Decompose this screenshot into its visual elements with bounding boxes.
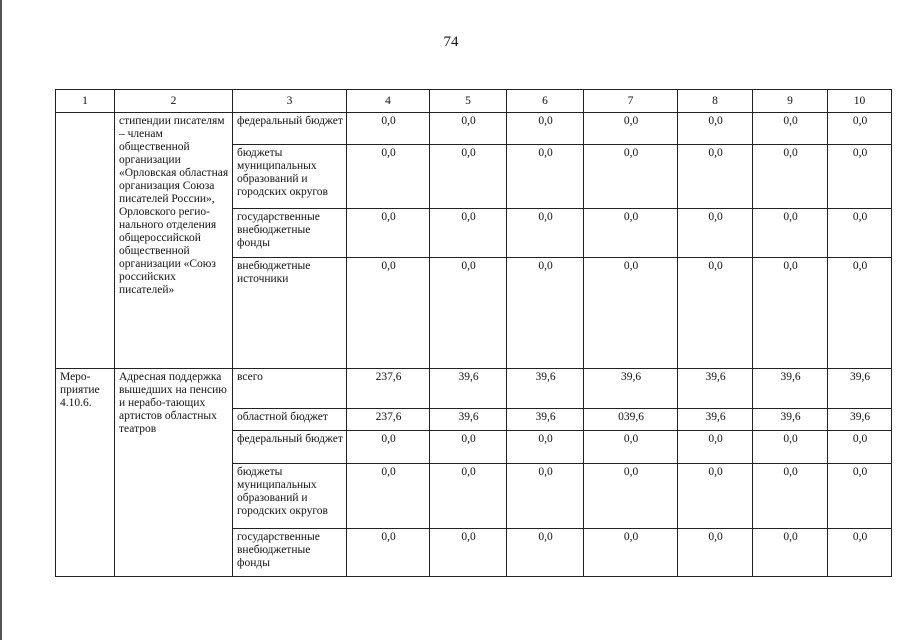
value-cell: 0,0 — [584, 145, 678, 209]
value-cell: 0,0 — [507, 464, 584, 529]
value-cell: 39,6 — [430, 369, 507, 409]
measure-id-cell — [56, 113, 115, 369]
value-cell: 0,0 — [347, 258, 430, 369]
value-cell: 0,0 — [347, 113, 430, 145]
value-cell: 0,0 — [753, 113, 828, 145]
funding-source-cell: федеральный бюджет — [233, 431, 347, 464]
header-cell-2: 2 — [115, 90, 233, 113]
header-cell-7: 7 — [584, 90, 678, 113]
value-cell: 0,0 — [678, 431, 753, 464]
value-cell: 0,0 — [678, 258, 753, 369]
value-cell: 0,0 — [507, 529, 584, 577]
value-cell: 237,6 — [347, 409, 430, 431]
value-cell: 0,0 — [430, 431, 507, 464]
value-cell: 0,0 — [828, 258, 892, 369]
value-cell: 0,0 — [507, 209, 584, 258]
value-cell: 0,0 — [507, 113, 584, 145]
value-cell: 0,0 — [828, 464, 892, 529]
scan-edge-line — [0, 0, 2, 640]
funding-source-cell: государственные внебюджетные фонды — [233, 529, 347, 577]
header-cell-9: 9 — [753, 90, 828, 113]
header-cell-1: 1 — [56, 90, 115, 113]
value-cell: 0,0 — [584, 258, 678, 369]
measure-description-cell: стипендии писателям – членам общественной организации «Орловская областная организация Союза писателей России», Орловского регио-нального отделения общероссийской общественной организации «Союз российских писателей» — [115, 113, 233, 369]
value-cell: 0,0 — [828, 209, 892, 258]
value-cell: 0,0 — [507, 145, 584, 209]
value-cell: 0,0 — [430, 464, 507, 529]
value-cell: 0,0 — [430, 258, 507, 369]
header-cell-4: 4 — [347, 90, 430, 113]
value-cell: 0,0 — [347, 464, 430, 529]
value-cell: 0,0 — [828, 145, 892, 209]
value-cell: 0,0 — [678, 209, 753, 258]
value-cell: 0,0 — [507, 258, 584, 369]
value-cell: 0,0 — [678, 145, 753, 209]
header-cell-10: 10 — [828, 90, 892, 113]
funding-source-cell: государственные внебюджетные фонды — [233, 209, 347, 258]
header-cell-8: 8 — [678, 90, 753, 113]
value-cell: 0,0 — [430, 529, 507, 577]
header-cell-3: 3 — [233, 90, 347, 113]
value-cell: 0,0 — [347, 145, 430, 209]
value-cell: 0,0 — [753, 258, 828, 369]
value-cell: 0,0 — [753, 145, 828, 209]
value-cell: 39,6 — [828, 409, 892, 431]
value-cell: 0,0 — [584, 431, 678, 464]
value-cell: 0,0 — [347, 209, 430, 258]
value-cell: 0,0 — [678, 113, 753, 145]
value-cell: 39,6 — [430, 409, 507, 431]
funding-source-cell: бюджеты муниципальных образований и городских округов — [233, 145, 347, 209]
value-cell: 0,0 — [753, 431, 828, 464]
value-cell: 0,0 — [753, 529, 828, 577]
header-row — [56, 90, 892, 113]
budget-table — [55, 89, 892, 577]
funding-source-cell: бюджеты муниципальных образований и городских округов — [233, 464, 347, 529]
value-cell: 39,6 — [507, 409, 584, 431]
header-cell-6: 6 — [507, 90, 584, 113]
value-cell: 237,6 — [347, 369, 430, 409]
value-cell: 39,6 — [507, 369, 584, 409]
funding-source-cell: всего — [233, 369, 347, 409]
value-cell: 39,6 — [753, 409, 828, 431]
value-cell: 0,0 — [430, 145, 507, 209]
funding-source-cell: внебюджетные источники — [233, 258, 347, 369]
value-cell: 0,0 — [753, 209, 828, 258]
value-cell: 0,0 — [584, 113, 678, 145]
funding-source-cell: федеральный бюджет — [233, 113, 347, 145]
value-cell: 39,6 — [753, 369, 828, 409]
table-row — [56, 369, 892, 409]
value-cell: 0,0 — [828, 113, 892, 145]
value-cell: 0,0 — [430, 113, 507, 145]
value-cell: 0,0 — [678, 529, 753, 577]
funding-source-cell: областной бюджет — [233, 409, 347, 431]
value-cell: 0,0 — [347, 431, 430, 464]
measure-id-cell: Меро-приятие 4.10.6. — [56, 369, 115, 577]
value-cell: 0,0 — [828, 529, 892, 577]
value-cell: 0,0 — [507, 431, 584, 464]
value-cell: 39,6 — [584, 369, 678, 409]
table-row — [56, 113, 892, 145]
value-cell: 039,6 — [584, 409, 678, 431]
header-cell-5: 5 — [430, 90, 507, 113]
value-cell: 0,0 — [678, 464, 753, 529]
value-cell: 39,6 — [678, 409, 753, 431]
value-cell: 0,0 — [584, 209, 678, 258]
value-cell: 0,0 — [828, 431, 892, 464]
value-cell: 0,0 — [753, 464, 828, 529]
value-cell: 0,0 — [347, 529, 430, 577]
measure-description-cell: Адресная поддержка вышедших на пенсию и нерабо-тающих артистов областных театров — [115, 369, 233, 577]
value-cell: 0,0 — [430, 209, 507, 258]
value-cell: 39,6 — [678, 369, 753, 409]
value-cell: 0,0 — [584, 529, 678, 577]
value-cell: 39,6 — [828, 369, 892, 409]
value-cell: 0,0 — [584, 464, 678, 529]
page-number: 74 — [443, 34, 459, 50]
